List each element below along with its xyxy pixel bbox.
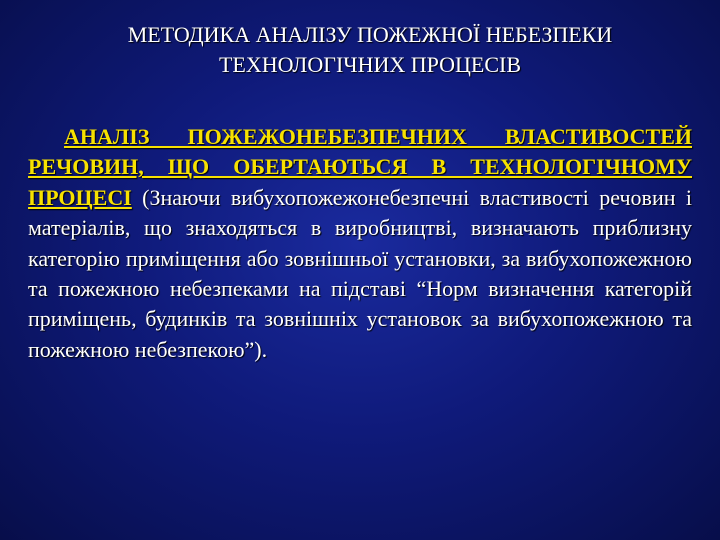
body-paragraph: (Знаючи вибухопожежонебезпечні властивості речовин і матеріалів, що знаходяться в виробництві, визначають приблизну категорію приміщення або зовнішньої установки, за вибухопожежною та пожежною небезпеками на підставі “Норм визначення категорій приміщень, будинків та зовнішніх установок за вибухопожежною та пожежною небезпекою”). — [28, 184, 692, 362]
slide-body — [28, 122, 692, 365]
highlighted-heading: АНАЛІЗ ПОЖЕЖОНЕБЕЗПЕЧНИХ ВЛАСТИВОСТЕЙ РЕЧОВИН, ЩО ОБЕРТАЮТЬСЯ В ТЕХНОЛОГІЧНОМУ ПРОЦЕСІ — [28, 124, 692, 210]
slide-title — [40, 20, 700, 80]
slide-title-line-1: МЕТОДИКА АНАЛІЗУ ПОЖЕЖНОЇ НЕБЕЗПЕКИ — [127, 22, 613, 47]
slide-title-line-2: ТЕХНОЛОГІЧНИХ ПРОЦЕСІВ — [218, 52, 522, 77]
